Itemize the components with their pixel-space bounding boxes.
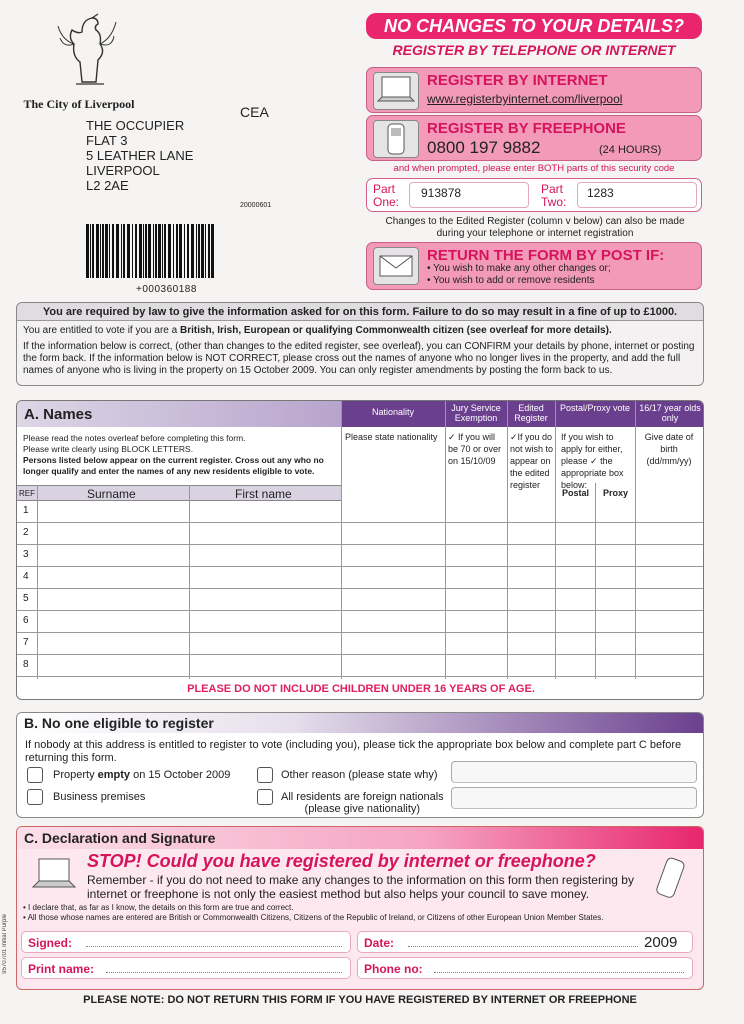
col-postal: Postal/Proxy vote [559, 403, 631, 413]
section-c-title: C. Declaration and Signature [17, 827, 704, 849]
council-name: The City of Liverpool [23, 97, 135, 111]
remember-text: Remember - if you do not need to make any changes to the information on this form then registering by internet or freephone is not only the easiest method but also helps your council to save money. [87, 873, 634, 901]
legal-requirement: You are required by law to give the information asked for on this form. Failure to do so may result in a fine of up to £1000. [17, 303, 703, 321]
table-row[interactable] [17, 501, 704, 523]
date-year: 2009 [644, 934, 678, 951]
liver-bird-icon [52, 12, 122, 90]
declaration [23, 903, 693, 923]
address-code: CEA [240, 104, 269, 120]
no-changes-heading: NO CHANGES TO YOUR DETAILS? [366, 13, 702, 39]
phone-icon [373, 120, 419, 158]
date-label: Date: [364, 936, 395, 950]
table-row[interactable] [17, 633, 704, 655]
foreign-nationals-label [281, 791, 444, 815]
row-number: 8 [23, 659, 29, 670]
signature-row[interactable] [21, 931, 351, 953]
table-row[interactable] [17, 655, 704, 677]
eligibility-prefix: You are entitled to vote if you are a [23, 325, 180, 336]
opt4-line: All residents are foreign nationals [281, 791, 444, 803]
declaration-line: • All those whose names are entered are British or Commonwealth Citizens, Citizens of the Republic of Ireland, or Citizens of other European Union Member States. [23, 913, 604, 922]
eligibility-line [23, 325, 612, 337]
names-table [16, 400, 704, 700]
part-two-value: 1283 [587, 186, 614, 200]
row-number: 6 [23, 615, 29, 626]
col-firstname: First name [235, 487, 292, 501]
table-row[interactable] [17, 567, 704, 589]
col-nationality: Nationality [371, 407, 415, 417]
col-ref: REF [19, 489, 35, 498]
table-row[interactable] [17, 545, 704, 567]
section-b-title: B. No one eligible to register [17, 713, 704, 733]
col-surname: Surname [87, 487, 136, 501]
table-row[interactable] [17, 589, 704, 611]
eligibility-bold: British, Irish, European or qualifying Commonwealth citizen [179, 325, 464, 336]
phone-icon [651, 857, 691, 901]
section-b [16, 712, 704, 818]
post-title: RETURN THE FORM BY POST IF: [427, 247, 665, 264]
laptop-icon [31, 855, 77, 895]
phone-row[interactable] [357, 957, 693, 979]
internet-title: REGISTER BY INTERNET [427, 72, 608, 89]
register-freephone-box [366, 115, 702, 161]
register-subheading: REGISTER BY TELEPHONE OR INTERNET [392, 42, 676, 58]
address-line: 5 LEATHER LANE [86, 148, 194, 163]
jury-desc: ✓ If you will be 70 or over on 15/10/09 [448, 432, 502, 466]
address-line: THE OCCUPIER [86, 118, 185, 133]
legal-notice [16, 302, 704, 386]
phone-label: Phone no: [364, 962, 423, 976]
col-jury: Jury Service Exemption [451, 403, 501, 423]
reference-number: 20000601 [240, 202, 272, 209]
row-number: 4 [23, 571, 29, 582]
laptop-icon [373, 72, 419, 110]
freephone-number: 0800 197 9882 [427, 138, 541, 157]
children-warning: PLEASE DO NOT INCLUDE CHILDREN UNDER 16 YEARS OF AGE. [187, 683, 535, 695]
opt1-part: Property [53, 769, 98, 781]
freephone-title: REGISTER BY FREEPHONE [427, 120, 626, 137]
row-number: 3 [23, 549, 29, 560]
return-by-post-box [366, 242, 702, 290]
col-edited: Edited Register [514, 403, 548, 423]
print-name-label: Print name: [28, 962, 95, 976]
edited-desc: ✓If you do not wish to appear on the edited register [510, 432, 554, 490]
side-code: 95707/01 Initial Purple [2, 914, 8, 974]
address-line: LIVERPOOL [86, 163, 160, 178]
table-row[interactable] [17, 523, 704, 545]
barcode [86, 224, 214, 278]
business-premises-label: Business premises [53, 791, 146, 803]
section-b-text: If nobody at this address is entitled to register to vote (including you), please tick the appropriate box below and complete part C before returning this form. [25, 739, 682, 764]
name-header-row [17, 485, 341, 501]
security-code-box [366, 178, 702, 212]
proxy-label: Proxy [603, 488, 629, 498]
date-row[interactable] [357, 931, 693, 953]
section-a-notes [23, 433, 339, 477]
col-age: 16/17 year olds only [639, 403, 701, 423]
nationality-desc: Please state nationality [345, 432, 438, 442]
part-one-value: 913878 [421, 186, 462, 200]
footer-note: PLEASE NOTE: DO NOT RETURN THIS FORM IF YOU HAVE REGISTERED BY INTERNET OR FREEPHONE [83, 994, 637, 1006]
envelope-icon [373, 247, 419, 285]
nationality-field[interactable] [451, 787, 697, 809]
postal-desc: If you wish to apply for either, please ✓ the appropriate box below: [561, 432, 624, 490]
post-item: • You wish to make any other changes or; [427, 263, 611, 274]
row-number: 7 [23, 637, 29, 648]
age-desc: Give date of birth (dd/mm/yy) [644, 432, 694, 466]
other-reason-field[interactable] [451, 761, 697, 783]
part-two-label: Part Two: [541, 182, 567, 209]
table-header [341, 401, 704, 427]
foreign-nationals-checkbox[interactable] [257, 789, 273, 805]
row-number: 2 [23, 527, 29, 538]
section-c [16, 826, 704, 990]
print-name-row[interactable] [21, 957, 351, 979]
note-line: Please write clearly using BLOCK LETTERS. [23, 444, 194, 454]
opt4-line: (please give nationality) [304, 803, 421, 815]
declaration-line: • I declare that, as far as I know, the details on this form are true and correct. [23, 903, 294, 912]
other-reason-label: Other reason (please state why) [281, 769, 438, 781]
note-line: Persons listed below appear on the current register. Cross out any who no longer qualify and enter the names of any new residents eligible to vote. [23, 455, 324, 476]
instructions: If the information below is correct, (other than changes to the edited register, see overleaf), you can CONFIRM your details by phone, internet or posting the form back. If the information below is NOT CORRECT, please cross out the names of anyone who no longer lives in the property, and add the full names of anyone who is living in the property on 15 October 2009. You can only register amendments by posting the form back to us. [23, 341, 695, 376]
other-reason-checkbox[interactable] [257, 767, 273, 783]
address-line: L2 2AE [86, 178, 129, 193]
address-block [86, 118, 193, 193]
opt1-part: on 15 October 2009 [130, 769, 231, 781]
edited-register-note: Changes to the Edited Register (column v below) can also be made during your telephone or internet registration [385, 216, 685, 239]
note-line: Please read the notes overleaf before completing this form. [23, 433, 246, 443]
business-premises-checkbox[interactable] [27, 789, 43, 805]
stop-heading: STOP! Could you have registered by internet or freephone? [87, 851, 596, 871]
table-row[interactable] [17, 611, 704, 633]
address-line: FLAT 3 [86, 133, 128, 148]
empty-property-checkbox[interactable] [27, 767, 43, 783]
row-number: 1 [23, 505, 29, 516]
register-internet-box [366, 67, 702, 113]
postal-label: Postal [562, 488, 590, 498]
freephone-hours: (24 HOURS) [599, 144, 662, 156]
section-a-title: A. Names [17, 401, 341, 427]
internet-url-link[interactable]: www.registerbyinternet.com/liverpool [427, 92, 623, 106]
opt1-bold: empty [97, 769, 131, 781]
post-item: • You wish to add or remove residents [427, 275, 595, 286]
row-number: 5 [23, 593, 29, 604]
barcode-number: +000360188 [136, 284, 197, 295]
eligibility-suffix: (see overleaf for more details). [463, 325, 612, 336]
signed-label: Signed: [28, 936, 72, 950]
council-logo [14, 12, 144, 112]
security-prompt: and when prompted, please enter BOTH parts of this security code [393, 163, 675, 174]
empty-property-label [53, 769, 230, 781]
part-one-label: Part One: [373, 182, 400, 209]
